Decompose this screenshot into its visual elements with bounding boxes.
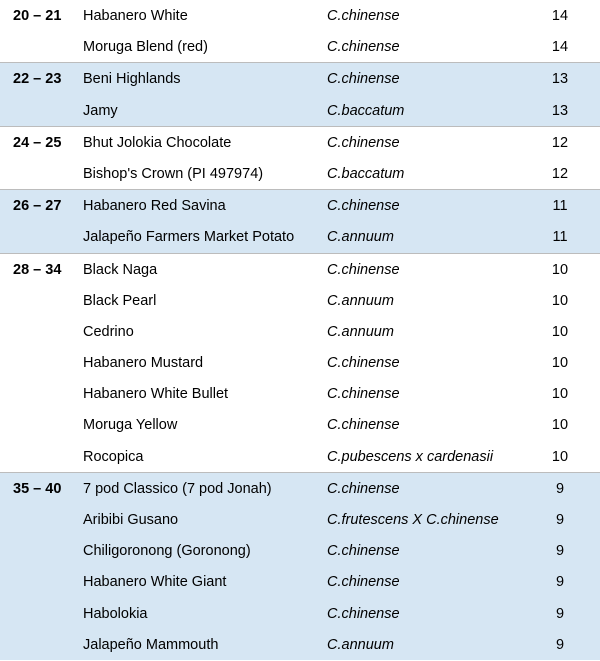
table-row	[0, 378, 600, 409]
rank-group	[0, 189, 600, 252]
pepper-name: Habanero White Bullet	[83, 386, 229, 403]
table-row	[0, 95, 600, 126]
score-value: 10	[551, 386, 569, 403]
score-value: 10	[551, 355, 569, 372]
species-name: C.chinense	[327, 417, 400, 434]
table-row	[0, 190, 600, 221]
pepper-name: 7 pod Classico (7 pod Jonah)	[83, 480, 272, 497]
table-row	[0, 158, 600, 189]
species-name: C.pubescens x cardenasii	[327, 448, 494, 465]
pepper-name: Black Pearl	[83, 292, 157, 309]
species-name: C.chinense	[327, 71, 400, 88]
table-row	[0, 31, 600, 62]
score-value: 10	[551, 292, 569, 309]
rank-group	[0, 126, 600, 189]
table-row	[0, 0, 600, 31]
pepper-name: Bhut Jolokia Chocolate	[83, 134, 232, 151]
score-value: 9	[555, 605, 565, 622]
score-value: 14	[551, 8, 569, 24]
pepper-name: Rocopica	[83, 448, 144, 465]
table-row	[0, 566, 600, 597]
table-row	[0, 316, 600, 347]
species-name: C.frutescens X C.chinense	[327, 512, 499, 528]
species-name: C.chinense	[327, 386, 400, 403]
pepper-name: Jalapeño Farmers Market Potato	[83, 229, 295, 246]
pepper-name: Cedrino	[83, 323, 134, 340]
table-row	[0, 347, 600, 378]
table-row	[0, 254, 600, 285]
rank-range: 20 – 21	[13, 8, 62, 24]
pepper-name: Habanero Red Savina	[83, 198, 226, 215]
species-name: C.chinense	[327, 134, 400, 151]
species-name: C.chinense	[327, 543, 400, 560]
species-name: C.chinense	[327, 480, 400, 497]
species-name: C.baccatum	[327, 165, 405, 182]
species-name: C.annuum	[327, 292, 394, 309]
rank-group	[0, 0, 600, 62]
pepper-name: Habanero White	[83, 8, 188, 24]
table-row	[0, 221, 600, 252]
table-row	[0, 441, 600, 472]
score-value: 11	[552, 229, 568, 246]
rank-range: 22 – 23	[13, 71, 62, 88]
pepper-name: Jamy	[83, 102, 118, 119]
rank-group	[0, 472, 600, 660]
table-row	[0, 598, 600, 629]
rank-group	[0, 253, 600, 472]
species-name: C.annuum	[327, 636, 394, 653]
rank-group	[0, 62, 600, 125]
species-name: C.annuum	[327, 323, 394, 340]
pepper-name: Bishop's Crown (PI 497974)	[83, 165, 264, 182]
table-row	[0, 473, 600, 504]
species-name: C.chinense	[327, 605, 400, 622]
score-value: 10	[551, 323, 569, 340]
score-value: 13	[551, 71, 569, 88]
species-name: C.chinense	[327, 261, 400, 278]
pepper-name: Habanero Mustard	[83, 355, 204, 372]
species-name: C.chinense	[327, 198, 400, 215]
pepper-name: Moruga Blend (red)	[83, 39, 208, 56]
pepper-name: Beni Highlands	[83, 71, 181, 88]
score-value: 14	[551, 39, 569, 56]
table-row	[0, 285, 600, 316]
table-row	[0, 409, 600, 440]
species-name: C.annuum	[327, 229, 394, 246]
table-row	[0, 127, 600, 158]
score-value: 13	[551, 102, 569, 119]
pepper-name: Chiligoronong (Goronong)	[83, 543, 251, 560]
pepper-name: Aribibi Gusano	[83, 512, 179, 528]
pepper-name: Habolokia	[83, 605, 148, 622]
score-value: 10	[551, 417, 569, 434]
species-name: C.chinense	[327, 574, 400, 591]
score-value: 9	[555, 574, 565, 591]
score-value: 9	[555, 543, 565, 560]
rank-range: 26 – 27	[13, 198, 62, 215]
score-value: 9	[555, 636, 565, 653]
rank-range: 35 – 40	[13, 480, 62, 497]
pepper-name: Habanero White Giant	[83, 574, 227, 591]
score-value: 9	[555, 480, 565, 497]
score-value: 10	[551, 261, 569, 278]
table-row	[0, 535, 600, 566]
rank-range: 28 – 34	[13, 261, 62, 278]
species-name: C.chinense	[327, 8, 400, 24]
score-value: 9	[555, 512, 565, 528]
pepper-name: Moruga Yellow	[83, 417, 178, 434]
pepper-name: Jalapeño Mammouth	[83, 636, 219, 653]
score-value: 12	[551, 165, 569, 182]
score-value: 11	[552, 198, 568, 215]
score-value: 12	[551, 134, 569, 151]
table-row	[0, 629, 600, 660]
species-name: C.chinense	[327, 39, 400, 56]
rank-range: 24 – 25	[13, 134, 62, 151]
table-row	[0, 63, 600, 94]
species-name: C.chinense	[327, 355, 400, 372]
table-row	[0, 504, 600, 535]
pepper-name: Black Naga	[83, 261, 158, 278]
species-name: C.baccatum	[327, 102, 405, 119]
score-value: 10	[551, 448, 569, 465]
